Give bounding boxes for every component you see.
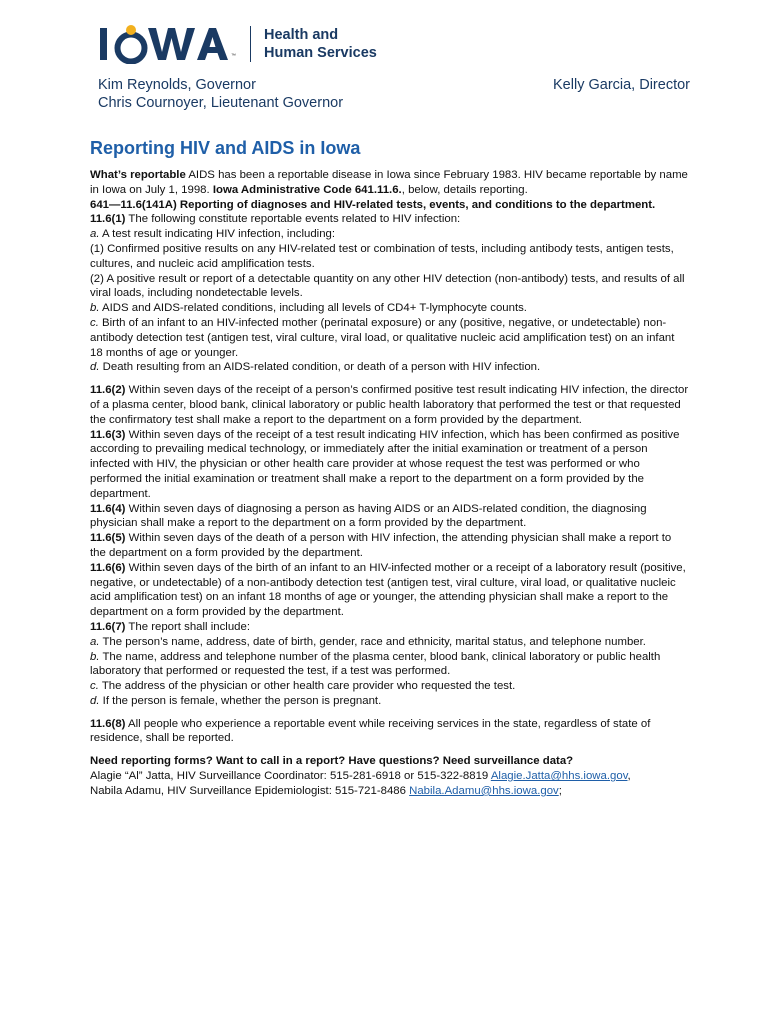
section-11-6-1: 11.6(1) The following constitute reportable events related to HIV infection: [90,213,461,226]
section-1a: a. A test result indicating HIV infection, including: [90,228,336,241]
department-line-2: Human Services [264,45,377,61]
contact-line-adamu: Nabila Adamu, HIV Surveillance Epidemiologist: 515-721-8486 Nabila.Adamu@hhs.iowa.gov; [90,784,562,797]
intro-paragraph [90,168,690,198]
section-7d: d. If the person is female, whether the person is pregnant. [90,694,382,707]
section-1d: d. Death resulting from an AIDS-related condition, or death of a person with HIV infection. [90,361,541,374]
governor-block [98,76,343,112]
trademark-mark: ™ [231,53,236,59]
department-line-1: Health and [264,27,339,43]
section-7a: a. The person’s name, address, date of birth, gender, race and ethnicity, marital status, and telephone number. [90,635,646,648]
section-7c: c. The address of the physician or other health care provider who requested the test. [90,680,516,693]
intro-text-1: AIDS has been a reportable disease in Iowa since February 1983. HIV became reportable by name in Iowa on July 1, 1998. [90,169,688,196]
section-1b: b. AIDS and AIDS-related conditions, including all levels of CD4+ T-lymphocyte counts. [90,302,527,315]
contact-line-jatta: Alagie “Al” Jatta, HIV Surveillance Coordinator: 515-281-6918 or 515-322-8819 Alagie.Jatta@hhs.iowa.gov, [90,770,631,783]
section-11-6-3: 11.6(3) Within seven days of the receipt of a test result indicating HIV infection, which has been confirmed as positive according to prevailing medical technology, or immediately after the initial examination or treatment of a person infected with HIV, the physician or other health care provider at whose request the test was performed or who performed the initial examination or treatment shall make a report to the department on a form provided by the department. [90,428,680,500]
iowa-logo [98,24,233,64]
iowa-wordmark-logo [98,24,233,64]
section-11-6-4: 11.6(4) Within seven days of diagnosing a person as having AIDS or an AIDS-related condition, the diagnosing physician shall make a report to the department on a form provided by the department. [90,502,647,530]
section-11-6-2: 11.6(2) Within seven days of the receipt of a person’s confirmed positive test result indicating HIV infection, the director of a plasma center, blood bank, clinical laboratory or public health laboratory that performed the test or that requested the confirmatory test shall make a report to the department on a form provided by the department. [90,384,689,426]
director-block [553,76,690,94]
page-title: Reporting HIV and AIDS in Iowa [90,138,361,158]
intro-lead: What’s reportable [90,169,186,181]
section-1a-2: (2) A positive result or report of a detectable quantity on any other HIV detection (non-antibody) tests, and results of all viral loads, including nondetectable levels. [90,272,685,300]
contact-heading: Need reporting forms? Want to call in a report? Have questions? Need surveillance data? [90,755,574,768]
section-11-6-8: 11.6(8) All people who experience a reportable event while receiving services in the state, regardless of state of residence, shall be reported. [90,717,651,745]
adamu-email-link[interactable]: Nabila.Adamu@hhs.iowa.gov [409,784,559,797]
section-11-6-6: 11.6(6) Within seven days of the birth of an infant to an HIV-infected mother or a receipt of a laboratory result (positive, negative, or undetectable) of a non-antibody detection test (antigen test, viral culture, viral load, or qualitative nucleic acid amplification test) on an infant 18 months of age or younger, the attending physician shall make a report to the department on a form provided by the department. [90,561,686,619]
admin-code: Iowa Administrative Code 641.11.6. [212,183,402,196]
section-1a-1: (1) Confirmed positive results on any HIV-related test or combination of tests, including antibody tests, antigen tests, cultures, and nucleic acid amplification tests. [90,242,674,270]
governor-name: Kim Reynolds, Governor [98,77,256,93]
director-name: Kelly Garcia, Director [553,77,690,93]
department-name [250,26,377,62]
section-11-6-7: 11.6(7) The report shall include: [90,620,250,633]
section-11-6-5: 11.6(5) Within seven days of the death of a person with HIV infection, the attending physician shall make a report to the department on a form provided by the department. [90,532,672,559]
rule-heading: 641—11.6(141A) Reporting of diagnoses and HIV-related tests, events, and conditions to the department. [90,198,656,211]
section-1c: c. Birth of an infant to an HIV-infected mother (perinatal exposure) or any (positive, negative, or undetectable) non-antibody detection test (antigen test, viral culture, viral load, or qualitative nucleic acid amplification test) on an infant 18 months of age or younger. [90,316,675,359]
jatta-email-link[interactable]: Alagie.Jatta@hhs.iowa.gov [490,770,628,783]
lt-governor-name: Chris Cournoyer, Lieutenant Governor [98,95,344,111]
document-body [90,168,690,799]
section-7b: b. The name, address and telephone number of the plasma center, blood bank, clinical laboratory or public health laboratory that performed or requested the test, if a test was performed. [90,650,661,678]
intro-text-2: , below, details reporting. [401,183,528,196]
